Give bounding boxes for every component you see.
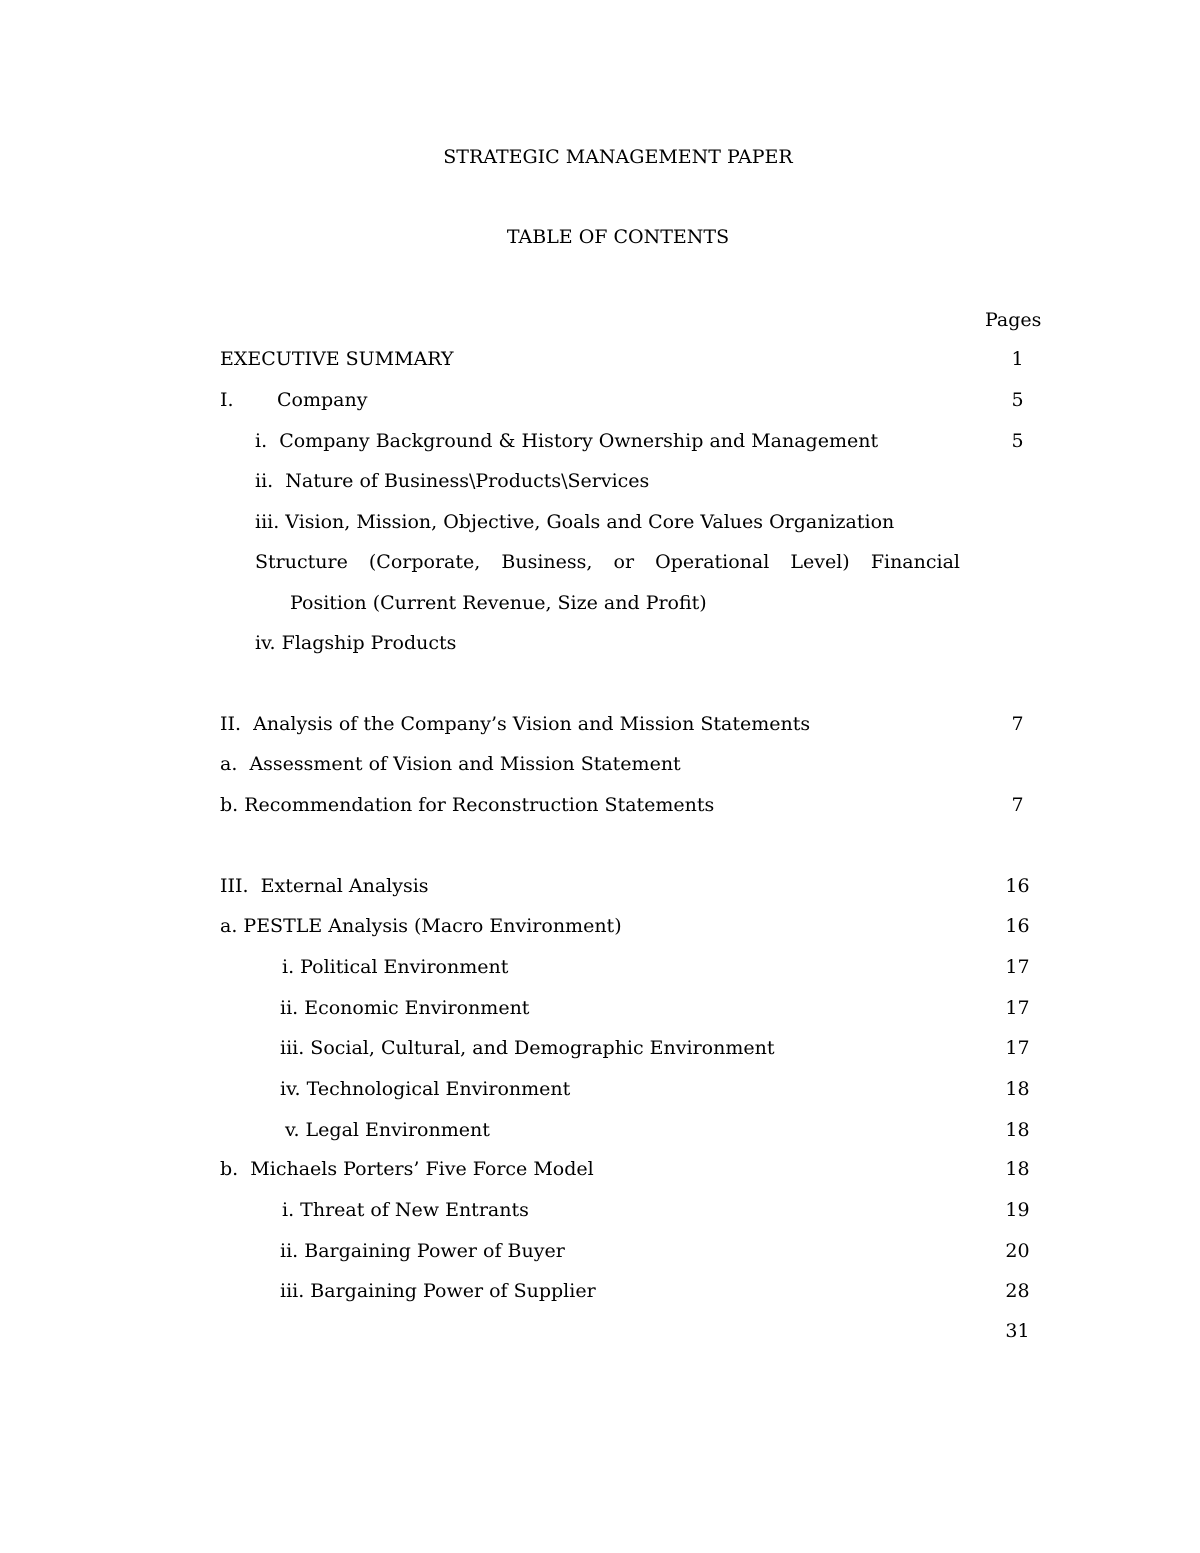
toc-entry-trailing-page xyxy=(0,1318,1200,1346)
toc-word: Business, xyxy=(501,551,593,573)
toc-entry-structure-line xyxy=(255,549,960,575)
toc-entry-text: i. Company Background & History Ownership and Management xyxy=(255,430,879,452)
toc-entry-text: II. Analysis of the Company’s Vision and Mission Statements xyxy=(220,713,811,735)
toc-page-number: 19 xyxy=(1005,1199,1030,1221)
toc-entry-text: ii. Economic Environment xyxy=(280,997,530,1019)
toc-page-number: 5 xyxy=(1011,389,1024,411)
toc-entry-text: ii. Bargaining Power of Buyer xyxy=(280,1240,565,1262)
toc-page-number: 7 xyxy=(1011,794,1024,816)
toc-entry-text: i. Political Environment xyxy=(282,956,509,978)
toc-entry-external-analysis xyxy=(0,873,1200,901)
toc-entry-political xyxy=(0,954,1200,982)
toc-entry-text: ii. Nature of Business\Products\Services xyxy=(255,470,650,492)
toc-entry-financial-position xyxy=(0,590,1200,618)
toc-page-number: 5 xyxy=(1011,430,1024,452)
toc-entry-new-entrants xyxy=(0,1197,1200,1225)
toc-entry-analysis xyxy=(0,711,1200,739)
toc-entry-pestle xyxy=(0,913,1200,941)
toc-page-number: 18 xyxy=(1005,1119,1030,1141)
toc-word: or xyxy=(613,551,635,573)
toc-entry-economic xyxy=(0,995,1200,1023)
toc-entry-text: a. PESTLE Analysis (Macro Environment) xyxy=(220,915,622,937)
toc-section-numeral: I. xyxy=(220,389,234,411)
toc-entry-text: v. Legal Environment xyxy=(285,1119,490,1141)
toc-entry-text: b. Recommendation for Reconstruction Statements xyxy=(220,794,715,816)
pages-column-header: Pages xyxy=(985,309,1042,331)
toc-entry-legal xyxy=(0,1117,1200,1145)
document-title: STRATEGIC MANAGEMENT PAPER xyxy=(443,146,793,168)
toc-entry-text: iii. Social, Cultural, and Demographic Environment xyxy=(280,1037,775,1059)
toc-entry-supplier-power xyxy=(0,1278,1200,1306)
toc-entry-text: Position (Current Revenue, Size and Profit) xyxy=(290,592,707,614)
toc-entry-executive-summary xyxy=(0,346,1200,374)
toc-entry-nature-of-business xyxy=(0,468,1200,496)
toc-entry-text: III. External Analysis xyxy=(220,875,429,897)
toc-entry-text: Company xyxy=(277,389,368,411)
toc-entry-social xyxy=(0,1035,1200,1063)
toc-entry-text: iii. Bargaining Power of Supplier xyxy=(280,1280,596,1302)
toc-entry-buyer-power xyxy=(0,1238,1200,1266)
toc-entry-text: iii. Vision, Mission, Objective, Goals and Core Values Organization xyxy=(255,511,895,533)
toc-word: Financial xyxy=(870,551,960,573)
toc-entry-company xyxy=(0,387,1200,415)
toc-entry-text: i. Threat of New Entrants xyxy=(282,1199,529,1221)
toc-page-number: 7 xyxy=(1011,713,1024,735)
toc-page-number: 17 xyxy=(1005,997,1030,1019)
toc-entry-flagship-products xyxy=(0,630,1200,658)
toc-entry-technological xyxy=(0,1076,1200,1104)
toc-word: (Corporate, xyxy=(368,551,481,573)
toc-word: Structure xyxy=(255,551,348,573)
toc-word: Level) xyxy=(790,551,850,573)
toc-page-number: 16 xyxy=(1005,875,1030,897)
toc-entry-porter xyxy=(0,1156,1200,1184)
toc-page-number: 17 xyxy=(1005,1037,1030,1059)
toc-entry-company-background xyxy=(0,428,1200,456)
toc-page-number: 18 xyxy=(1005,1158,1030,1180)
toc-entry-text: iv. Flagship Products xyxy=(255,632,457,654)
toc-page-number: 28 xyxy=(1005,1280,1030,1302)
toc-page-number: 1 xyxy=(1011,348,1024,370)
toc-page-number: 18 xyxy=(1005,1078,1030,1100)
toc-page-number: 20 xyxy=(1005,1240,1030,1262)
toc-entry-text: a. Assessment of Vision and Mission Statement xyxy=(220,753,681,775)
toc-heading: TABLE OF CONTENTS xyxy=(506,226,730,248)
toc-word: Operational xyxy=(655,551,770,573)
toc-entry-text: b. Michaels Porters’ Five Force Model xyxy=(220,1158,594,1180)
toc-entry-vision-mission xyxy=(0,509,1200,537)
toc-entry-recommendation xyxy=(0,792,1200,820)
toc-entry-text: iv. Technological Environment xyxy=(280,1078,571,1100)
toc-page-number: 16 xyxy=(1005,915,1030,937)
toc-entry-text: EXECUTIVE SUMMARY xyxy=(220,348,454,370)
toc-page-number: 31 xyxy=(1005,1320,1030,1342)
toc-page-number: 17 xyxy=(1005,956,1030,978)
toc-entry-assessment xyxy=(0,751,1200,779)
